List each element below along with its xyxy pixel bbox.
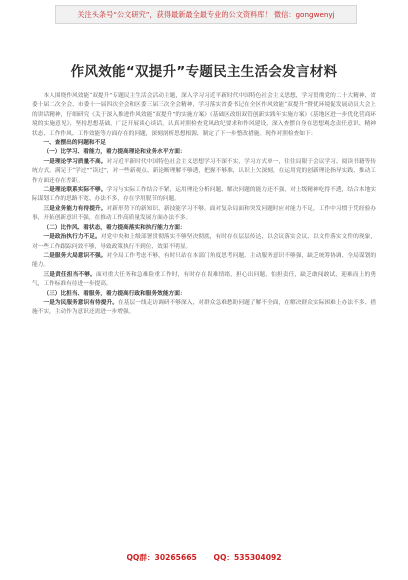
paragraph-lead: 一是为民服务意识有待提升。: [43, 299, 118, 306]
paragraph-text: 对全局工作考虑不够，有时只站在本部门角度思考问题，主动服务意识不够强，缺乏统筹协调、全局谋划的能力。: [32, 252, 376, 269]
contact-footer: [0, 552, 408, 563]
banner-text: 关注头条号“公文研究”，获得最新最全最专业的公文资料库！ 微信：gongwenyj: [77, 9, 335, 19]
paragraph-text: 面对重大任务和急难险重工作时，有时存在畏难情绪，担心出问题、怕担责任，缺乏敢闯敢试、迎难而上的勇气，工作标准有待进一步提高。: [32, 271, 376, 288]
section-heading: 一、查摆出的问题和不足: [43, 140, 106, 147]
paragraph-lead: 二是理论联系实际不够。: [43, 187, 107, 194]
body-paragraph: [32, 271, 376, 290]
paragraph-text: 对习近平新时代中国特色社会主义思想学习不深不实，学习方式单一，往往局限于会议学习、阅读书籍等传统方式，满足于“学过”“读过”，对一些新观点、新论断理解不够透，把握不够准，认识上欠深刻，在运用党的创新理论指导实践、推动工作方面还存在差距。: [32, 158, 376, 184]
paragraph-lead: 一是理论学习质量不高。: [43, 158, 107, 165]
qq-label: QQ：: [213, 553, 234, 562]
paragraph-text: 在基层一线走访调研不够深入，对群众急难愁盼问题了解不全面，在解决群众实际困难上办法不多、措施不实，主动作为意识还需进一步增强。: [32, 299, 376, 316]
paragraph-lead: 二是服务大局意识不强。: [43, 252, 107, 259]
top-banner: [55, 5, 357, 24]
document-body: [32, 92, 376, 530]
paragraph-text: 学习与实际工作结合不紧，运用理论分析问题、解决问题的能力还不强，对上级精神吃得不透，结合本地实际谋划工作的思路不宽、办法不多，存在学用脱节的问题。: [32, 187, 376, 203]
subsection-heading: （三）比担当、看服务，着力提高行政和服务效能方面：: [43, 290, 186, 297]
body-paragraph: [32, 299, 376, 318]
qq-group-label: QQ群：: [126, 553, 155, 562]
paragraph-lead: 三是业务能力有待提升。: [43, 205, 107, 212]
body-paragraph: [32, 233, 376, 252]
paragraph-text: 对新形势下的新知识、新技能学习不够，面对复杂局面和突发问题时应对能力不足，工作中习惯于凭经验办事，开拓创新意识不强，在推动工作高质量发展方面办法不多。: [32, 205, 376, 222]
body-paragraph: [32, 158, 376, 186]
document-title: 作风效能“双提升”专题民主生活会发言材料: [70, 64, 338, 80]
body-paragraph: [32, 252, 376, 271]
qq-group-number: 30265665: [154, 553, 197, 562]
body-paragraph: [32, 186, 376, 205]
qq-number: 535304092: [234, 553, 282, 562]
subsection-heading: （一）比学习、看能力，着力提高理论和业务水平方面：: [43, 149, 186, 156]
intro-paragraph: 本人围绕作风效能“双提升”专题民主生活会活动主题，深入学习习近平新时代中国特色社会主义思想，学习贯彻党的二十大精神，省委十届二次全会、市委十一届四次全会和区委三届三次全会精神，学习落实省委书记在全区作风效能“双提升”暨优环境促发展动员大会上的讲话精神，仔细研究《关于深入推进作风效能“双提升”的实施方案》《基础区改组双管创新实践年实施方案》《基地区进一步优化营商环境的实施意见》，坚持思想基础，广泛开展谈心谈话，认真对照检查党风政纪要求和作风建设，深入查摆自身在思想观念责任意识、精神状态、工作作风、工作效能等方面存在的问题，深刻剖析思想根源，制定了下一步整改措施。现作对照检查如下：: [32, 93, 376, 137]
paragraph-lead: 三是责任担当不够。: [43, 271, 96, 278]
paragraph-text: 对党中央和上级部署贯彻落实不够坚决彻底，有时存在层层传达、以会议落实会议、以文件落实文件的现象，对一些工作跟踪问效不够，导致政策执行不到位、效果不明显。: [32, 234, 376, 250]
paragraph-lead: 一是政治执行力不足。: [43, 234, 101, 241]
body-paragraph: [32, 205, 376, 224]
subsection-heading: （二）比作风、看状态，着力提高落实和执行能力方面：: [43, 224, 186, 231]
